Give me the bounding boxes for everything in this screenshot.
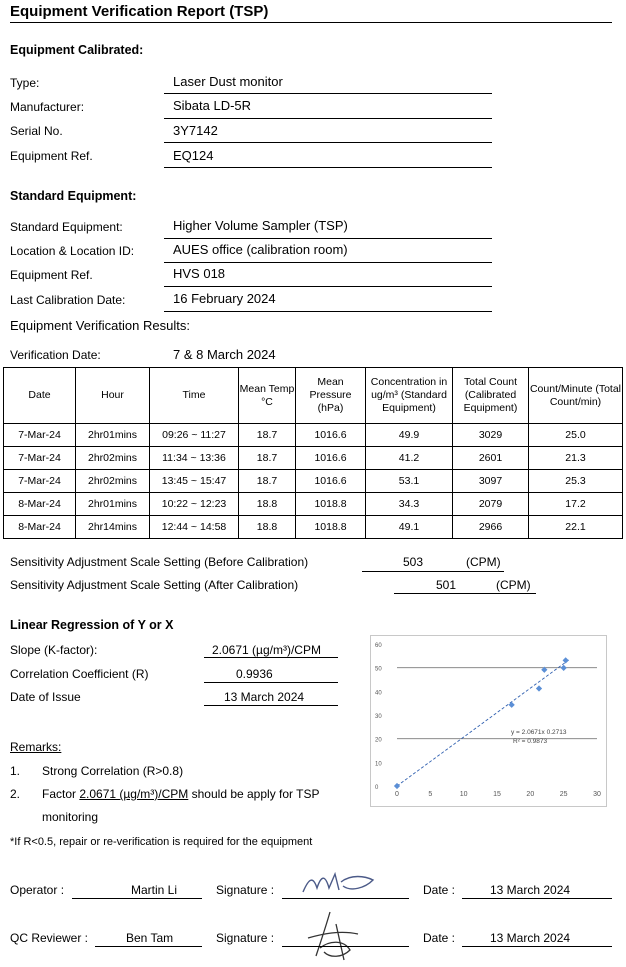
table-cell: 2601: [453, 447, 529, 470]
r-squared-label: R² = 0.9873: [513, 738, 548, 745]
location-rule: [164, 262, 492, 263]
issue-date-value: 13 March 2024: [224, 690, 305, 704]
table-cell: 49.1: [366, 516, 453, 539]
operator-name: Martin Li: [131, 883, 178, 897]
y-tick-label: 10: [375, 761, 382, 768]
regression-heading: Linear Regression of Y or X: [10, 618, 174, 632]
col-concentration-header: Concentration in ug/m³ (Standard Equipment): [366, 368, 453, 424]
col-count-minute-header: Count/Minute (Total Count/min): [529, 368, 623, 424]
y-tick-label: 50: [375, 666, 382, 673]
table-cell: 22.1: [529, 516, 623, 539]
manufacturer-rule: [164, 118, 492, 119]
qc-date-value: 13 March 2024: [490, 931, 571, 945]
sensitivity-before-unit: (CPM): [466, 555, 501, 569]
serial-rule: [164, 142, 492, 143]
remark-1-number: 1.: [10, 764, 21, 778]
table-header-row: [4, 368, 623, 424]
x-tick-label: 25: [559, 791, 568, 798]
sensitivity-after-label: Sensitivity Adjustment Scale Setting (After Calibration): [10, 578, 299, 592]
data-point: [563, 657, 569, 663]
table-cell: 12:44 ~ 14:58: [150, 516, 239, 539]
type-label: Type:: [10, 76, 40, 90]
table-cell: 7-Mar-24: [4, 447, 76, 470]
x-tick-label: 20: [526, 791, 535, 798]
table-row: [4, 470, 623, 493]
table-cell: 2hr01mins: [76, 493, 150, 516]
sensitivity-before-label: Sensitivity Adjustment Scale Setting (Before Calibration): [10, 555, 309, 569]
remark-2-text: [42, 787, 320, 801]
x-tick-label: 30: [593, 791, 601, 798]
sensitivity-after-rule: [394, 593, 536, 594]
last-calibration-label: Last Calibration Date:: [10, 293, 126, 307]
sensitivity-after-value: 501: [436, 578, 457, 592]
type-value: Laser Dust monitor: [173, 74, 283, 89]
table-cell: 25.0: [529, 424, 623, 447]
standard-equipment-label: Standard Equipment:: [10, 220, 123, 234]
table-cell: 2966: [453, 516, 529, 539]
equipment-ref-value: EQ124: [173, 148, 214, 163]
table-cell: 53.1: [366, 470, 453, 493]
table-cell: 18.7: [239, 424, 296, 447]
verification-date-label: Verification Date:: [10, 348, 101, 362]
qc-name: Ben Tam: [126, 931, 174, 945]
operator-date-rule: [462, 898, 612, 899]
correlation-rule: [204, 682, 338, 683]
serial-value: 3Y7142: [173, 123, 218, 138]
standard-equipment-rule: [164, 238, 492, 239]
qc-rule: [95, 946, 202, 947]
y-tick-label: 60: [375, 643, 382, 649]
operator-date-label: Date :: [423, 883, 456, 897]
table-cell: 1016.6: [296, 447, 366, 470]
table-cell: 8-Mar-24: [4, 493, 76, 516]
standard-ref-value: HVS 018: [173, 266, 226, 281]
trendline: [397, 659, 570, 786]
table-row: [4, 424, 623, 447]
last-calibration-rule: [164, 311, 492, 312]
table-cell: 1018.8: [296, 493, 366, 516]
table-cell: 2hr02mins: [76, 447, 150, 470]
table-row: [4, 447, 623, 470]
qc-signature-label: Signature :: [216, 931, 275, 945]
operator-signature-label: Signature :: [216, 883, 275, 897]
col-temp-header: Mean Temp °C: [239, 368, 296, 424]
table-cell: 2hr14mins: [76, 516, 150, 539]
table-cell: 13:45 ~ 15:47: [150, 470, 239, 493]
col-hour-header: Hour: [76, 368, 150, 424]
equipment-ref-label: Equipment Ref.: [10, 149, 93, 163]
standard-ref-label: Equipment Ref.: [10, 268, 93, 282]
issue-date-rule: [204, 705, 338, 706]
results-heading: Equipment Verification Results:: [10, 318, 190, 333]
qc-date-rule: [462, 946, 612, 947]
calibrated-heading: Equipment Calibrated:: [10, 43, 144, 57]
location-label: Location & Location ID:: [10, 244, 135, 258]
remark-2-factor: 2.0671 (µg/m³)/CPM: [79, 787, 189, 801]
y-tick-label: 0: [375, 785, 379, 791]
sensitivity-before-rule: [362, 571, 504, 572]
table-cell: 2hr01mins: [76, 424, 150, 447]
operator-rule: [72, 898, 202, 899]
table-cell: 7-Mar-24: [4, 424, 76, 447]
data-point: [561, 665, 567, 671]
table-cell: 11:34 ~ 13:36: [150, 447, 239, 470]
trendline-equation: y = 2.0671x 0.2713: [511, 729, 567, 736]
remark-2-suffix: should be apply for TSP: [188, 787, 320, 801]
slope-label: Slope (K-factor):: [10, 643, 98, 657]
table-cell: 34.3: [366, 493, 453, 516]
x-tick-label: 5: [428, 791, 433, 798]
location-value: AUES office (calibration room): [173, 242, 348, 257]
issue-date-label: Date of Issue: [10, 690, 81, 704]
table-cell: 21.3: [529, 447, 623, 470]
remark-2-number: 2.: [10, 787, 21, 801]
table-cell: 41.2: [366, 447, 453, 470]
remark-2-prefix: Factor: [42, 787, 80, 801]
type-rule: [164, 93, 492, 94]
qc-signature-image: [300, 908, 370, 964]
table-cell: 1018.8: [296, 516, 366, 539]
last-calibration-value: 16 February 2024: [173, 291, 276, 306]
verification-table: [3, 367, 623, 539]
x-tick-label: 15: [493, 791, 501, 798]
correlation-value: 0.9936: [236, 667, 273, 681]
y-tick-label: 20: [375, 737, 382, 744]
verification-date-value: 7 & 8 March 2024: [173, 347, 276, 362]
table-cell: 3097: [453, 470, 529, 493]
table-cell: 10:22 ~ 12:23: [150, 493, 239, 516]
table-row: [4, 493, 623, 516]
qc-label: QC Reviewer :: [10, 931, 89, 945]
standard-equipment-value: Higher Volume Sampler (TSP): [173, 218, 348, 233]
table-cell: 18.7: [239, 447, 296, 470]
table-cell: 2hr02mins: [76, 470, 150, 493]
x-tick-label: 10: [459, 791, 468, 798]
remarks-heading: Remarks:: [10, 740, 62, 754]
manufacturer-label: Manufacturer:: [10, 100, 85, 114]
standard-ref-rule: [164, 286, 492, 287]
table-cell: 17.2: [529, 493, 623, 516]
table-cell: 09:26 ~ 11:27: [150, 424, 239, 447]
data-point: [509, 702, 515, 708]
qc-signature-rule: [282, 946, 409, 947]
sensitivity-before-value: 503: [403, 555, 424, 569]
regression-chart: [370, 635, 607, 807]
y-tick-label: 40: [375, 690, 382, 697]
slope-value: 2.0671 (µg/m³)/CPM: [212, 643, 321, 657]
qc-date-label: Date :: [423, 931, 456, 945]
col-total-count-header: Total Count (Calibrated Equipment): [453, 368, 529, 424]
operator-signature-image: [295, 868, 385, 898]
data-point: [536, 685, 542, 691]
table-cell: 49.9: [366, 424, 453, 447]
operator-label: Operator :: [10, 883, 65, 897]
slope-rule: [204, 657, 338, 658]
table-cell: 1016.6: [296, 470, 366, 493]
col-time-header: Time: [150, 368, 239, 424]
serial-label: Serial No.: [10, 124, 63, 138]
table-cell: 2079: [453, 493, 529, 516]
report-title: Equipment Verification Report (TSP): [10, 3, 269, 20]
correlation-label: Correlation Coefficient (R): [10, 667, 149, 681]
table-cell: 25.3: [529, 470, 623, 493]
col-pressure-header: Mean Pressure (hPa): [296, 368, 366, 424]
col-date-header: Date: [4, 368, 76, 424]
table-cell: 3029: [453, 424, 529, 447]
table-cell: 18.7: [239, 470, 296, 493]
data-point: [394, 783, 400, 789]
standard-heading: Standard Equipment:: [10, 189, 137, 203]
operator-date-value: 13 March 2024: [490, 883, 571, 897]
table-cell: 8-Mar-24: [4, 516, 76, 539]
equipment-ref-rule: [164, 167, 492, 168]
table-cell: 7-Mar-24: [4, 470, 76, 493]
y-tick-label: 30: [375, 714, 382, 720]
title-underline: [10, 22, 612, 23]
table-cell: 18.8: [239, 493, 296, 516]
x-tick-label: 0: [395, 791, 399, 798]
manufacturer-value: Sibata LD-5R: [173, 98, 252, 113]
table-row: [4, 516, 623, 539]
regression-scatter-plot: [371, 636, 606, 806]
table-cell: 1016.6: [296, 424, 366, 447]
table-cell: 18.8: [239, 516, 296, 539]
remark-1-text: Strong Correlation (R>0.8): [42, 764, 184, 778]
remark-footnote: *If R<0.5, repair or re-verification is required for the equipment: [10, 836, 313, 848]
operator-signature-rule: [282, 898, 409, 899]
sensitivity-after-unit: (CPM): [496, 578, 531, 592]
remark-2-continuation: monitoring: [42, 810, 99, 824]
